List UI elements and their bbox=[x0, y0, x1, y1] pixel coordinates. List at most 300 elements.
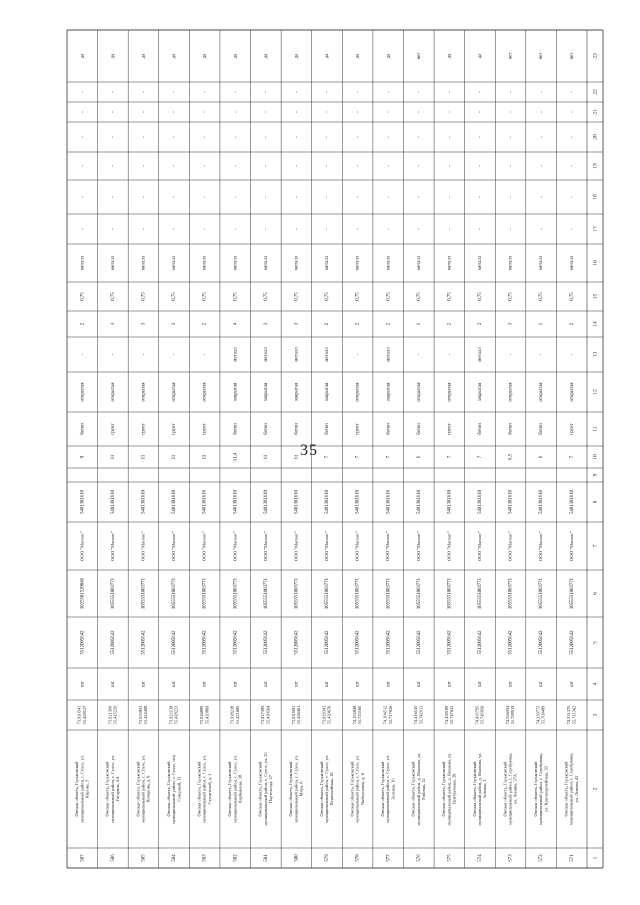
c14-cell: 2 bbox=[325, 322, 331, 326]
c14-cell: 3 bbox=[141, 322, 147, 326]
coords-cell: 55.717826 bbox=[387, 705, 393, 725]
address-cell: ул. Ленина, 42 bbox=[573, 775, 579, 803]
c12-cell: открытая bbox=[508, 382, 514, 402]
empty-cell: - bbox=[172, 136, 178, 138]
column-number: 19 bbox=[592, 163, 599, 169]
owner-cell: ООО "Магнит" bbox=[507, 531, 513, 561]
no-cell: 573 bbox=[508, 854, 514, 862]
unit-cell: шт bbox=[294, 681, 300, 687]
no-cell: 584 bbox=[172, 854, 178, 862]
c13-cell: - bbox=[202, 353, 208, 356]
owner-cell: ООО "Магнит" bbox=[140, 531, 146, 561]
c16-cell: металл bbox=[508, 255, 514, 271]
c13-cell: металл bbox=[263, 347, 269, 362]
c14-cell: 1 bbox=[416, 322, 422, 326]
coords-cell: 55.420869 bbox=[204, 705, 210, 725]
address-cell: муниципальный район, с. Сухое, ул. bbox=[324, 755, 330, 823]
empty-cell: - bbox=[478, 228, 484, 230]
coords-cell: 73.929341 bbox=[321, 705, 327, 725]
empty-cell: - bbox=[294, 165, 300, 167]
c10-cell: 6,5 bbox=[508, 454, 514, 460]
ogrn-cell: 1055551003771 bbox=[447, 577, 453, 610]
address-cell: Омская область, Горьковский bbox=[441, 761, 447, 817]
c16-cell: металл bbox=[202, 255, 208, 271]
ogrn-cell: 1055551003771 bbox=[569, 577, 575, 610]
column-number: 7 bbox=[592, 544, 599, 548]
inn-cell: 5512005642 bbox=[141, 630, 147, 655]
address-cell: Первомайская, 18 bbox=[329, 772, 335, 806]
address-cell: Омская область, Горьковский bbox=[410, 761, 416, 817]
c15-cell: 0,75 bbox=[386, 292, 392, 301]
c15-cell: 0,75 bbox=[294, 292, 300, 301]
coords-cell: 74.256094 bbox=[504, 705, 510, 725]
coords-cell: 55.428223 bbox=[173, 705, 179, 725]
owner-cell: ООО "Магнит" bbox=[415, 531, 421, 561]
empty-cell: - bbox=[263, 165, 269, 167]
c14-cell: 2 bbox=[202, 322, 208, 326]
c16-cell: металл bbox=[355, 255, 361, 271]
c11-cell: грунт bbox=[172, 423, 178, 435]
inn-cell: 5512005642 bbox=[202, 630, 208, 655]
coords-cell: 55.424498 bbox=[143, 705, 149, 725]
column-number: 1 bbox=[592, 856, 599, 860]
empty-cell: - bbox=[202, 228, 208, 230]
coords-cell: 74.251370 bbox=[566, 705, 572, 725]
unit-cell: шт bbox=[110, 681, 116, 687]
okved-cell: 5401381610 bbox=[508, 490, 514, 514]
c16-cell: металл bbox=[386, 255, 392, 271]
c13-cell: - bbox=[141, 353, 147, 356]
address-cell: Омская область, Горьковский bbox=[196, 761, 202, 817]
inn-cell: 5512005642 bbox=[386, 630, 392, 655]
empty-cell: - bbox=[263, 91, 269, 93]
c12-cell: закрытая bbox=[294, 382, 300, 402]
coords-cell: 74.416145 bbox=[413, 705, 419, 725]
c13-cell: - bbox=[172, 353, 178, 356]
address-cell: муниципальный район, с. Сухое, ул. bbox=[385, 755, 391, 823]
empty-cell: - bbox=[539, 196, 545, 198]
c23-cell: да bbox=[386, 53, 392, 59]
empty-cell: - bbox=[111, 196, 117, 198]
owner-cell: ООО "Магнит" bbox=[477, 531, 483, 561]
coords-cell: 55.711362 bbox=[571, 705, 577, 725]
empty-cell: - bbox=[233, 165, 239, 167]
empty-cell: - bbox=[141, 91, 147, 93]
unit-cell: шт bbox=[508, 681, 514, 687]
c14-cell: 3 bbox=[172, 322, 178, 326]
c15-cell: 0,75 bbox=[202, 292, 208, 301]
okved-cell: 5401381610 bbox=[263, 490, 269, 514]
c10-cell: 7 bbox=[569, 455, 575, 459]
empty-cell: - bbox=[416, 196, 422, 198]
no-cell: 585 bbox=[141, 854, 147, 862]
c10-cell: 7 bbox=[478, 455, 484, 459]
c16-cell: металл bbox=[294, 255, 300, 271]
coords-cell: 55.428564 bbox=[265, 705, 271, 725]
c12-cell: открытая bbox=[355, 382, 361, 402]
empty-cell: - bbox=[202, 165, 208, 167]
address-cell: Омская область, Горьковский bbox=[318, 761, 324, 817]
empty-cell: - bbox=[294, 196, 300, 198]
ogrn-cell: 1025501520046 bbox=[80, 577, 86, 610]
empty-cell: - bbox=[325, 111, 331, 113]
c23-cell: да bbox=[110, 53, 116, 59]
c14-cell: 2 bbox=[80, 322, 86, 326]
empty-cell: - bbox=[386, 165, 392, 167]
okved-cell: 5401381610 bbox=[80, 490, 86, 514]
address-cell: Комарова, д. 6 bbox=[145, 775, 151, 803]
address-cell: Омская область, Горьковский bbox=[288, 761, 294, 817]
empty-cell: - bbox=[478, 136, 484, 138]
okved-cell: 5401381610 bbox=[325, 490, 331, 514]
empty-cell: - bbox=[263, 136, 269, 138]
ogrn-cell: 1055551003771 bbox=[416, 577, 422, 610]
empty-cell: - bbox=[355, 196, 361, 198]
address-cell: Рабочая, 22 bbox=[420, 778, 426, 800]
empty-cell: - bbox=[569, 91, 575, 93]
coords-cell: 73.920541 bbox=[76, 705, 82, 725]
address-cell: муниципальный район, с. Сухое, ул. bbox=[293, 755, 299, 823]
owner-cell: ООО "Магнит" bbox=[324, 531, 330, 561]
owner-cell: ООО "Магнит" bbox=[79, 531, 85, 561]
c13-cell: металл bbox=[325, 347, 331, 362]
inn-cell: 5512005642 bbox=[294, 630, 300, 655]
ogrn-cell: 1055551003771 bbox=[355, 577, 361, 610]
empty-cell: - bbox=[478, 91, 484, 93]
address-cell: Омская область, Горьковский bbox=[502, 761, 508, 817]
c12-cell: закрытая bbox=[478, 382, 484, 402]
column-number: 14 bbox=[592, 321, 599, 327]
address-cell: Омская область, Горьковский bbox=[349, 761, 355, 817]
empty-cell: - bbox=[355, 136, 361, 138]
empty-cell: - bbox=[294, 91, 300, 93]
empty-cell: - bbox=[111, 228, 117, 230]
okved-cell: 5401381610 bbox=[478, 490, 484, 514]
c12-cell: открытая bbox=[202, 382, 208, 402]
c15-cell: 0,75 bbox=[80, 292, 86, 301]
empty-cell: - bbox=[355, 111, 361, 113]
empty-cell: - bbox=[80, 91, 86, 93]
c16-cell: металл bbox=[172, 255, 178, 271]
no-cell: 576 bbox=[416, 854, 422, 862]
coords-cell: 55.708919 bbox=[510, 705, 516, 725]
okved-cell: 5401381610 bbox=[569, 490, 575, 514]
column-number: 12 bbox=[592, 389, 599, 395]
coords-cell: 73.926889 bbox=[199, 705, 205, 725]
inn-cell: 5512005642 bbox=[325, 630, 331, 655]
coords-cell: 73.928238 bbox=[229, 705, 235, 725]
coords-cell: 55.429676 bbox=[326, 705, 332, 725]
address-cell: ул. Ленина, 27А bbox=[512, 773, 518, 805]
c23-cell: да bbox=[233, 53, 239, 59]
column-number: 22 bbox=[592, 89, 599, 95]
c12-cell: открытая bbox=[447, 382, 453, 402]
empty-cell: - bbox=[416, 136, 422, 138]
c13-cell: - bbox=[80, 353, 86, 356]
column-number: 5 bbox=[592, 641, 599, 644]
c16-cell: металл bbox=[569, 255, 575, 271]
empty-cell: - bbox=[569, 165, 575, 167]
c11-cell: бетон bbox=[386, 423, 392, 435]
empty-cell: - bbox=[294, 111, 300, 113]
inn-cell: 5512005642 bbox=[263, 630, 269, 655]
c14-cell: 3 bbox=[294, 322, 300, 326]
unit-cell: шт bbox=[569, 681, 575, 687]
c15-cell: 0,75 bbox=[539, 292, 545, 301]
ogrn-cell: 1055551003771 bbox=[172, 577, 178, 610]
c14-cell: 2 bbox=[386, 322, 392, 326]
c10-cell: 7 bbox=[386, 455, 392, 459]
coords-cell: 74.438189 bbox=[443, 705, 449, 725]
empty-cell: - bbox=[80, 136, 86, 138]
c15-cell: 0,75 bbox=[110, 292, 116, 301]
address-cell: муниципальный район, с. Сухое, ул. bbox=[232, 755, 238, 823]
c10-cell: 6 bbox=[416, 455, 422, 459]
address-cell: Партсъезда, 27 bbox=[268, 775, 274, 803]
c13-cell: металл bbox=[294, 347, 300, 362]
okved-cell: 5401381610 bbox=[202, 490, 208, 514]
address-cell: муниципальный район, с. Сухое, ул. bbox=[140, 755, 146, 823]
empty-cell: - bbox=[80, 111, 86, 113]
empty-cell: - bbox=[508, 91, 514, 93]
owner-cell: ООО "Магнит" bbox=[293, 531, 299, 561]
empty-cell: - bbox=[539, 91, 545, 93]
c11-cell: бетон bbox=[416, 423, 422, 435]
no-cell: 574 bbox=[478, 854, 484, 862]
empty-cell: - bbox=[202, 136, 208, 138]
address-cell: муниципальный район, д. Яманова, ул. bbox=[446, 752, 452, 826]
unit-cell: шт bbox=[172, 681, 178, 687]
no-cell: 586 bbox=[110, 854, 116, 862]
c12-cell: закрытая bbox=[325, 382, 331, 402]
column-number: 10 bbox=[592, 454, 599, 460]
empty-cell: - bbox=[325, 91, 331, 93]
column-number: 21 bbox=[592, 109, 599, 115]
empty-cell: - bbox=[141, 136, 147, 138]
address-cell: муниципальный район, с. Сухое, ул. bbox=[79, 755, 85, 823]
c14-cell: 2 bbox=[355, 322, 361, 326]
ogrn-cell: 1055551003771 bbox=[478, 577, 484, 610]
empty-cell: - bbox=[386, 91, 392, 93]
empty-cell: - bbox=[447, 196, 453, 198]
c23-cell: нет bbox=[569, 52, 575, 60]
address-cell: Омская область, Горьковский bbox=[471, 761, 477, 817]
c14-cell: 1 bbox=[539, 322, 545, 326]
unit-cell: шт bbox=[202, 681, 208, 687]
empty-cell: - bbox=[141, 165, 147, 167]
c23-cell: да bbox=[478, 53, 484, 59]
c15-cell: 0,75 bbox=[447, 292, 453, 301]
no-cell: 575 bbox=[447, 854, 453, 862]
empty-cell: - bbox=[569, 111, 575, 113]
address-cell: Северный, 11 bbox=[176, 776, 182, 802]
no-cell: 578 bbox=[355, 854, 361, 862]
empty-cell: - bbox=[478, 165, 484, 167]
empty-cell: - bbox=[569, 136, 575, 138]
unit-cell: шт bbox=[447, 681, 453, 687]
c14-cell: 2 bbox=[478, 322, 484, 326]
empty-cell: - bbox=[325, 165, 331, 167]
c12-cell: открытая bbox=[569, 382, 575, 402]
address-cell: муниципальный район, д. Яманова, ул. bbox=[476, 752, 482, 826]
owner-cell: ООО "Магнит" bbox=[538, 531, 544, 561]
empty-cell: - bbox=[447, 165, 453, 167]
empty-cell: - bbox=[325, 196, 331, 198]
c12-cell: открытая bbox=[141, 382, 147, 402]
coords-cell: 73.921300 bbox=[107, 705, 113, 725]
inn-cell: 5512005642 bbox=[569, 630, 575, 655]
column-number: 17 bbox=[592, 226, 599, 232]
address-cell: Набережная, д. 6 bbox=[359, 773, 365, 805]
empty-cell: - bbox=[539, 228, 545, 230]
empty-cell: - bbox=[569, 228, 575, 230]
table-text bbox=[74, 52, 598, 862]
ogrn-cell: 1055551003771 bbox=[202, 577, 208, 610]
column-number: 8 bbox=[592, 500, 599, 504]
empty-cell: - bbox=[447, 91, 453, 93]
address-cell: муниципальный район, с. Сухое, ул. 25 bbox=[262, 752, 268, 826]
column-number: 20 bbox=[592, 134, 599, 140]
address-cell: Гагарина, 4 б bbox=[115, 776, 121, 802]
address-cell: муниципальный район, с. Серебрянка, bbox=[568, 752, 574, 826]
c10-cell: 6 bbox=[539, 455, 545, 459]
ogrn-cell: 1055551003771 bbox=[110, 577, 116, 610]
address-cell: Зеленая, 2 bbox=[482, 779, 488, 799]
address-cell: муниципальный район, с. Сухое, пер. bbox=[171, 753, 177, 825]
empty-cell: - bbox=[80, 196, 86, 198]
column-number: 2 bbox=[592, 787, 599, 791]
c10-cell: 11 bbox=[202, 454, 208, 460]
empty-cell: - bbox=[233, 91, 239, 93]
owner-cell: ООО "Магнит" bbox=[109, 531, 115, 561]
empty-cell: - bbox=[355, 91, 361, 93]
empty-cell: - bbox=[386, 196, 392, 198]
unit-cell: шт bbox=[539, 681, 545, 687]
c11-cell: грунт bbox=[110, 423, 116, 435]
c23-cell: да bbox=[80, 53, 86, 59]
c10-cell: 9 bbox=[80, 455, 86, 459]
empty-cell: - bbox=[539, 136, 545, 138]
ogrn-cell: 1055551003771 bbox=[294, 577, 300, 610]
empty-cell: - bbox=[172, 165, 178, 167]
empty-cell: - bbox=[355, 228, 361, 230]
c14-cell: 2 bbox=[447, 322, 453, 326]
c13-cell: - bbox=[416, 353, 422, 356]
empty-cell: - bbox=[508, 111, 514, 113]
no-cell: 580 bbox=[294, 854, 300, 862]
ogrn-cell: 1055551003771 bbox=[539, 577, 545, 610]
ogrn-cell: 1055551003771 bbox=[386, 577, 392, 610]
coords-cell: 55.747625 bbox=[448, 705, 454, 725]
c13-cell: - bbox=[508, 353, 514, 356]
c14-cell: 3 bbox=[110, 322, 116, 326]
column-number: 13 bbox=[592, 351, 599, 358]
c11-cell: бетон bbox=[478, 423, 484, 435]
empty-cell: - bbox=[478, 196, 484, 198]
unit-cell: шт bbox=[386, 681, 392, 687]
c11-cell: бетон bbox=[508, 423, 514, 435]
unit-cell: шт bbox=[478, 681, 484, 687]
owner-cell: ООО "Магнит" bbox=[201, 531, 207, 561]
c16-cell: металл bbox=[233, 255, 239, 271]
okved-cell: 5401381610 bbox=[416, 490, 422, 514]
empty-cell: - bbox=[263, 196, 269, 198]
no-cell: 571 bbox=[569, 854, 575, 862]
c10-cell: 7 bbox=[355, 455, 361, 459]
empty-cell: - bbox=[263, 111, 269, 113]
empty-cell: - bbox=[478, 111, 484, 113]
inn-cell: 5512005642 bbox=[478, 630, 484, 655]
empty-cell: - bbox=[386, 228, 392, 230]
no-cell: 572 bbox=[539, 854, 545, 862]
c14-cell: 2 bbox=[569, 322, 575, 326]
c11-cell: бетон bbox=[294, 423, 300, 435]
c23-cell: да bbox=[447, 53, 453, 59]
c16-cell: металл bbox=[80, 255, 86, 271]
c12-cell: открытая bbox=[110, 382, 116, 402]
ogrn-cell: 1055551003771 bbox=[233, 577, 239, 610]
coords-cell: 55.742011 bbox=[418, 705, 424, 725]
empty-cell: - bbox=[447, 111, 453, 113]
column-number: 18 bbox=[592, 194, 599, 200]
address-cell: муниципальный район, с. Сухое, ул. bbox=[201, 755, 207, 823]
empty-cell: - bbox=[508, 136, 514, 138]
okved-cell: 5401381610 bbox=[386, 490, 392, 514]
empty-cell: - bbox=[141, 196, 147, 198]
c15-cell: 0,75 bbox=[141, 292, 147, 301]
coords-cell: 73.922138 bbox=[168, 705, 174, 725]
empty-cell: - bbox=[233, 196, 239, 198]
empty-cell: - bbox=[294, 228, 300, 230]
owner-cell: ООО "Магнит" bbox=[385, 531, 391, 561]
empty-cell: - bbox=[294, 136, 300, 138]
c11-cell: бетон bbox=[233, 423, 239, 435]
c23-cell: нет bbox=[508, 52, 514, 60]
table-grid bbox=[67, 30, 603, 868]
empty-cell: - bbox=[539, 165, 545, 167]
coords-cell: 55.709489 bbox=[540, 705, 546, 725]
c23-cell: да bbox=[172, 53, 178, 59]
c10-cell: 11 bbox=[141, 454, 147, 460]
c10-cell: 11 bbox=[263, 454, 269, 460]
coords-cell: 55.426461 bbox=[296, 705, 302, 725]
column-number: 3 bbox=[592, 713, 599, 717]
empty-cell: - bbox=[416, 165, 422, 167]
address-cell: Омская область, Горьковский bbox=[135, 761, 141, 817]
c11-cell: бетон bbox=[539, 423, 545, 435]
column-number: 9 bbox=[592, 473, 599, 477]
c15-cell: 0,75 bbox=[416, 292, 422, 301]
coords-cell: 55.428127 bbox=[81, 705, 87, 725]
c13-cell: металл bbox=[478, 347, 484, 362]
inn-cell: 5512005642 bbox=[539, 630, 545, 655]
c11-cell: грунт bbox=[355, 423, 361, 435]
c12-cell: открытая bbox=[416, 382, 422, 402]
empty-cell: - bbox=[172, 91, 178, 93]
address-cell: Омская область, Горьковский bbox=[227, 761, 233, 817]
c12-cell: открытая bbox=[80, 382, 86, 402]
c13-cell: металл bbox=[386, 347, 392, 362]
column-number: 15 bbox=[592, 293, 599, 300]
c13-cell: - bbox=[110, 353, 116, 356]
c10-cell: 11 bbox=[294, 454, 300, 460]
c11-cell: грунт bbox=[569, 423, 575, 435]
no-cell: 583 bbox=[202, 854, 208, 862]
c16-cell: металл bbox=[539, 255, 545, 271]
empty-cell: - bbox=[508, 196, 514, 198]
okved-cell: 5401381610 bbox=[294, 490, 300, 514]
address-cell: Омская область, Горьковский bbox=[165, 761, 171, 817]
